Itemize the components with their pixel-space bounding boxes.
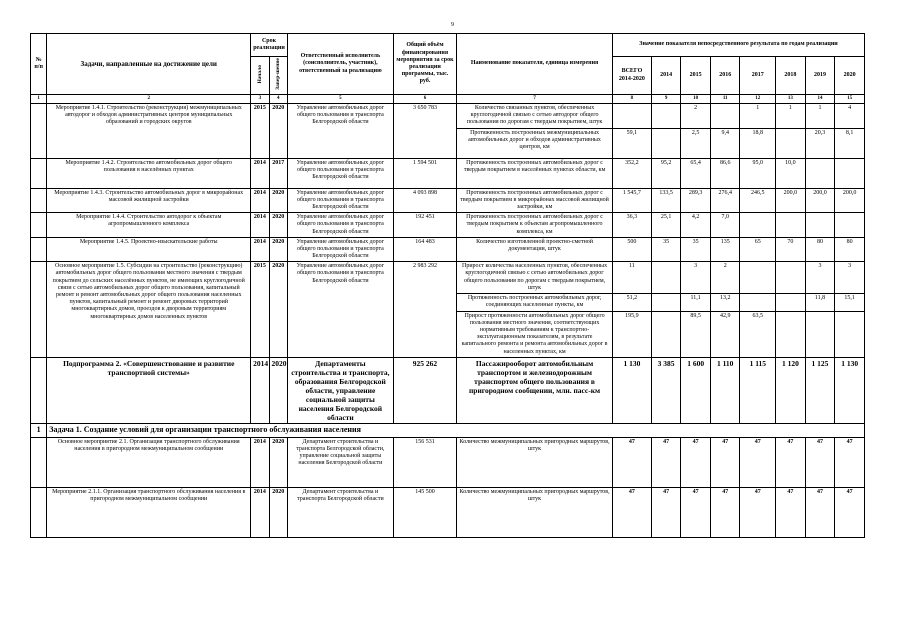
header-term-end: Завер-шение <box>269 57 287 95</box>
executor-cell: Департаменты строительства и транспорта, образования Белгородской области, управление социальной защиты населения Белгородской области <box>287 357 393 423</box>
start-year-cell: 2015 <box>251 104 269 159</box>
value-cell: 86,6 <box>710 158 740 188</box>
value-cell: 3 385 <box>651 357 681 423</box>
header-total: ВСЕГО 2014-2020 <box>613 57 652 95</box>
value-cell: 133,5 <box>651 188 681 213</box>
value-cell: 35 <box>681 237 711 262</box>
value-cell: 95,2 <box>651 158 681 188</box>
value-cell: 500 <box>613 237 652 262</box>
value-cell: 47 <box>776 487 806 537</box>
value-cell: 8,1 <box>835 128 865 158</box>
value-cell: 200,0 <box>805 188 835 213</box>
column-number-row <box>31 95 865 104</box>
value-cell: 95,0 <box>740 158 776 188</box>
executor-cell: Департамент строительства и транспорта Белгородской области <box>287 487 393 537</box>
task-cell: Мероприятие 1.4.3. Строительство автомобильных дорог в микрорайонах массовой жилищной застройки <box>47 188 251 213</box>
funding-cell: 1 594 501 <box>393 158 456 188</box>
value-cell: 47 <box>710 487 740 537</box>
header-executor: Ответственный исполнитель (соисполнитель, участник), ответственный за реализацию <box>287 34 393 95</box>
indicator-cell: Протяженность построенных автомобильных дорог, соединяющих населенные пункты, км <box>457 294 613 311</box>
value-cell: 1 120 <box>776 357 806 423</box>
indicator-cell: Протяженность построенных автомобильных дорог с твердым покрытием в микрорайонах массовой жилищной застройки, км <box>457 188 613 213</box>
table-row <box>31 487 865 537</box>
program-table <box>30 33 865 538</box>
end-year-cell: 2020 <box>269 487 287 537</box>
value-cell: 47 <box>805 437 835 487</box>
value-cell <box>835 311 865 357</box>
indicator-cell: Количество межмуниципальных пригородных маршрутов, штук <box>457 487 613 537</box>
column-number: 2 <box>47 95 251 104</box>
row-num-cell <box>31 104 47 159</box>
executor-cell: Управление автомобильных дорог общего пользования и транспорта Белгородской области <box>287 104 393 159</box>
value-cell <box>613 104 652 129</box>
indicator-cell: Протяженность построенных автомобильных дорог с твердым покрытием к объектам агропромышленного комплекса, км <box>457 213 613 238</box>
value-cell: 200,0 <box>835 188 865 213</box>
header-year: 2018 <box>776 57 806 95</box>
value-cell: 20,3 <box>805 128 835 158</box>
header-num: № п/п <box>31 34 47 95</box>
end-year-cell: 2020 <box>269 262 287 358</box>
header-term-start: Начало <box>251 57 269 95</box>
start-year-cell: 2015 <box>251 262 269 358</box>
value-cell: 51,2 <box>613 294 652 311</box>
funding-cell: 925 262 <box>393 357 456 423</box>
value-cell: 9,4 <box>710 128 740 158</box>
value-cell: 47 <box>613 437 652 487</box>
end-year-cell: 2017 <box>269 158 287 188</box>
value-cell: 70 <box>776 237 806 262</box>
value-cell: 36,3 <box>613 213 652 238</box>
start-year-cell: 2014 <box>251 487 269 537</box>
value-cell: 47 <box>740 487 776 537</box>
column-number: 6 <box>393 95 456 104</box>
header-indicator: Наименование показателя, единица измерения <box>457 34 613 95</box>
funding-cell: 164 483 <box>393 237 456 262</box>
indicator-cell: Пассажирооборот автомобильным транспортом и железнодорожным транспортом общего пользования в пригородном сообщении, млн. пасс-км <box>457 357 613 423</box>
value-cell: 80 <box>805 237 835 262</box>
value-cell: 1 130 <box>613 357 652 423</box>
row-num-cell <box>31 262 47 358</box>
value-cell: 135 <box>710 237 740 262</box>
indicator-cell: Количество связанных пунктов, обеспеченных круглогодичной связью с сетью автодорог общего пользования по дорогам с твердым покрытием, штук <box>457 104 613 129</box>
value-cell: 80 <box>835 237 865 262</box>
value-cell: 47 <box>740 437 776 487</box>
header-year: 2020 <box>835 57 865 95</box>
column-number: 10 <box>681 95 711 104</box>
value-cell: 1 600 <box>681 357 711 423</box>
column-number: 15 <box>835 95 865 104</box>
value-cell: 1 130 <box>835 357 865 423</box>
table-row <box>31 437 865 487</box>
row-num-cell <box>31 158 47 188</box>
value-cell: 1 <box>805 104 835 129</box>
value-cell: 2,5 <box>681 128 711 158</box>
start-year-cell: 2014 <box>251 437 269 487</box>
value-cell <box>805 311 835 357</box>
task-cell: Мероприятие 2.1.1. Организация транспортного обслуживания населения в пригородном межмуниципальном сообщении <box>47 487 251 537</box>
funding-cell: 192 451 <box>393 213 456 238</box>
value-cell: 11 <box>613 262 652 294</box>
start-year-cell: 2014 <box>251 158 269 188</box>
value-cell: 18,8 <box>740 128 776 158</box>
table-row <box>31 237 865 262</box>
value-cell <box>776 262 806 294</box>
executor-cell: Управление автомобильных дорог общего пользования и транспорта Белгородской области <box>287 213 393 238</box>
value-cell <box>651 311 681 357</box>
funding-cell: 156 531 <box>393 437 456 487</box>
header-term: Срок реализации <box>251 34 288 57</box>
executor-cell: Управление автомобильных дорог общего пользования и транспорта Белгородской области <box>287 262 393 358</box>
indicator-cell: Количество изготовленной проектно-сметной документации, штук <box>457 237 613 262</box>
value-cell: 3 <box>681 262 711 294</box>
executor-cell: Управление автомобильных дорог общего пользования и транспорта Белгородской области <box>287 158 393 188</box>
executor-cell: Управление автомобильных дорог общего пользования и транспорта Белгородской области <box>287 237 393 262</box>
value-cell: 47 <box>710 437 740 487</box>
value-cell <box>776 128 806 158</box>
section-title: Задача 1. Создание условий для организации транспортного обслуживания населения <box>47 423 865 437</box>
indicator-cell: Протяженность построенных автомобильных дорог с твердым покрытием в населённых пунктах области, км <box>457 158 613 188</box>
start-year-cell: 2014 <box>251 237 269 262</box>
value-cell: 200,0 <box>776 188 806 213</box>
value-cell: 65 <box>740 237 776 262</box>
end-year-cell: 2020 <box>269 237 287 262</box>
section-num: 1 <box>31 423 47 437</box>
page-number: 9 <box>451 22 454 28</box>
value-cell <box>776 213 806 238</box>
value-cell <box>710 104 740 129</box>
value-cell: 25,1 <box>651 213 681 238</box>
value-cell <box>835 213 865 238</box>
indicator-cell: Количество межмуниципальных пригородных маршрутов, штук <box>457 437 613 487</box>
value-cell: 47 <box>681 437 711 487</box>
header-year: 2015 <box>681 57 711 95</box>
value-cell <box>805 158 835 188</box>
value-cell: 42,9 <box>710 311 740 357</box>
indicator-cell: Прирост количества населенных пунктов, обеспеченных круглогодичной связью с сетью автомобильных дорог общего пользования по дорогам с твердым покрытием, штук <box>457 262 613 294</box>
executor-cell: Департамент строительства и транспорта Белгородской области, управление социальной защиты населения Белгородской области <box>287 437 393 487</box>
value-cell: 1 545,7 <box>613 188 652 213</box>
value-cell: 59,1 <box>613 128 652 158</box>
header-values-title: Значение показателя непосредственного результата по годам реализации <box>613 34 865 57</box>
column-number: 3 <box>251 95 269 104</box>
column-number: 11 <box>710 95 740 104</box>
value-cell: 2 <box>681 104 711 129</box>
value-cell <box>835 158 865 188</box>
value-cell <box>776 311 806 357</box>
task-cell: Мероприятие 1.4.4. Строительство автодорог к объектам агропромышленного комплекса <box>47 213 251 238</box>
value-cell <box>740 294 776 311</box>
start-year-cell: 2014 <box>251 213 269 238</box>
value-cell: 3 <box>835 262 865 294</box>
end-year-cell: 2020 <box>269 213 287 238</box>
value-cell: 7,0 <box>710 213 740 238</box>
value-cell: 1 125 <box>805 357 835 423</box>
end-year-cell: 2020 <box>269 188 287 213</box>
value-cell: 47 <box>613 487 652 537</box>
end-year-cell: 2020 <box>269 104 287 159</box>
task-cell: Мероприятие 1.4.5. Проектно-изыскательские работы <box>47 237 251 262</box>
end-year-cell: 2020 <box>269 357 287 423</box>
row-num-cell <box>31 213 47 238</box>
indicator-cell: Протяженность построенных межмуниципальных автомобильных дорог и обходов административных центров, км <box>457 128 613 158</box>
row-num-cell <box>31 437 47 487</box>
header-year: 2017 <box>740 57 776 95</box>
value-cell: 63,5 <box>740 311 776 357</box>
executor-cell: Управление автомобильных дорог общего пользования и транспорта Белгородской области <box>287 188 393 213</box>
column-number: 13 <box>776 95 806 104</box>
column-number: 12 <box>740 95 776 104</box>
value-cell <box>651 262 681 294</box>
value-cell: 35 <box>651 237 681 262</box>
task-cell: Основное мероприятие 2.1. Организация транспортного обслуживания населения в пригородном межмуниципальном сообщении <box>47 437 251 487</box>
section-row <box>31 423 865 437</box>
value-cell: 47 <box>651 437 681 487</box>
value-cell: 195,9 <box>613 311 652 357</box>
funding-cell: 4 093 898 <box>393 188 456 213</box>
header-year: 2016 <box>710 57 740 95</box>
column-number: 8 <box>613 95 652 104</box>
value-cell: 4,2 <box>681 213 711 238</box>
column-number: 1 <box>31 95 47 104</box>
funding-cell: 145 500 <box>393 487 456 537</box>
value-cell: 11,1 <box>681 294 711 311</box>
table-row <box>31 188 865 213</box>
value-cell: 276,4 <box>710 188 740 213</box>
column-number: 9 <box>651 95 681 104</box>
value-cell <box>776 294 806 311</box>
column-number: 7 <box>457 95 613 104</box>
value-cell: 3 <box>805 262 835 294</box>
column-number: 14 <box>805 95 835 104</box>
row-num-cell <box>31 188 47 213</box>
funding-cell: 3 650 783 <box>393 104 456 159</box>
value-cell: 1 110 <box>710 357 740 423</box>
value-cell <box>740 262 776 294</box>
value-cell: 47 <box>776 437 806 487</box>
value-cell <box>651 104 681 129</box>
table-row <box>31 213 865 238</box>
header-funding: Общий объём финансирования мероприятия за срок реализации программы, тыс. руб. <box>393 34 456 95</box>
value-cell: 1 <box>740 104 776 129</box>
value-cell: 2 <box>710 262 740 294</box>
value-cell: 10,0 <box>776 158 806 188</box>
start-year-cell: 2014 <box>251 188 269 213</box>
value-cell <box>740 213 776 238</box>
start-year-cell: 2014 <box>251 357 269 423</box>
value-cell: 15,1 <box>835 294 865 311</box>
indicator-cell: Прирост протяженности автомобильных дорог общего пользования местного значения, соответствующих нормативным требованиям к транспортно-эксплуатационным показателям, в результате капитального ремонта и ремонта автомобильных дорог в населенных пунктах, км <box>457 311 613 357</box>
value-cell: 47 <box>651 487 681 537</box>
task-cell: Основное мероприятие 1.5. Субсидии на строительство (реконструкцию) автомобильных дорог общего пользования местного значения с твердым покрытием до сельских населённых пунктов, не имеющих круглогодичной связи с сетью автомобильных дорог общего пользования, капитальный ремонт и ремонт автомобильных дорог общего пользования населенных пунктов, капитальный ремонт и ремонт дворовых территорий многоквартирных домов, проездов к дворовым территориям многоквартирных домов населенных пунктов <box>47 262 251 358</box>
row-num-cell <box>31 357 47 423</box>
value-cell: 47 <box>835 437 865 487</box>
value-cell: 89,5 <box>681 311 711 357</box>
value-cell <box>651 294 681 311</box>
task-cell: Мероприятие 1.4.1. Строительство (реконструкция) межмуниципальных автодорог и обходов административных центров муниципальных образований и городских округов <box>47 104 251 159</box>
value-cell: 246,5 <box>740 188 776 213</box>
value-cell: 289,3 <box>681 188 711 213</box>
value-cell: 11,8 <box>805 294 835 311</box>
value-cell: 352,2 <box>613 158 652 188</box>
value-cell: 1 115 <box>740 357 776 423</box>
column-number: 5 <box>287 95 393 104</box>
value-cell <box>805 213 835 238</box>
subprogram-row <box>31 357 865 423</box>
table-row <box>31 104 865 129</box>
header-year: 2019 <box>805 57 835 95</box>
subprogram-title: Подпрограмма 2. «Совершенствование и развитие транспортной системы» <box>47 357 251 423</box>
funding-cell: 2 983 292 <box>393 262 456 358</box>
row-num-cell <box>31 237 47 262</box>
value-cell: 47 <box>681 487 711 537</box>
table-row <box>31 158 865 188</box>
value-cell: 47 <box>805 487 835 537</box>
task-cell: Мероприятие 1.4.2. Строительство автомобильных дорог общего пользования в населённых пунктах <box>47 158 251 188</box>
value-cell <box>651 128 681 158</box>
header-year: 2014 <box>651 57 681 95</box>
value-cell: 13,2 <box>710 294 740 311</box>
value-cell: 1 <box>776 104 806 129</box>
row-num-cell <box>31 487 47 537</box>
end-year-cell: 2020 <box>269 437 287 487</box>
table-row <box>31 262 865 294</box>
value-cell: 4 <box>835 104 865 129</box>
value-cell: 47 <box>835 487 865 537</box>
value-cell: 65,4 <box>681 158 711 188</box>
header-task: Задачи, направленные на достижение цели <box>47 34 251 95</box>
column-number: 4 <box>269 95 287 104</box>
